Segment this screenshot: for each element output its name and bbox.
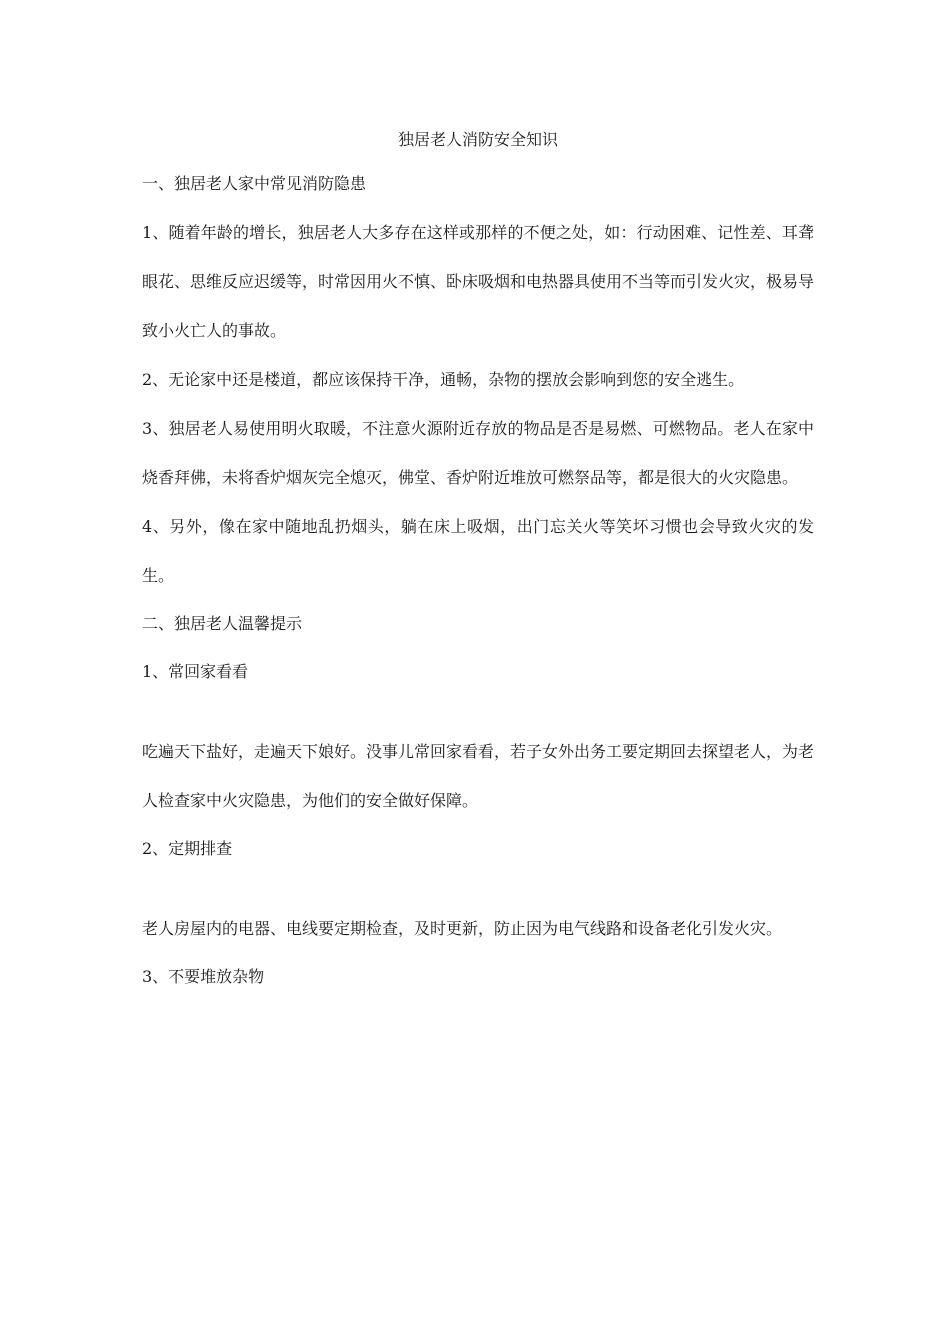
hazard-paragraph-2: 2、无论家中还是楼道，都应该保持干净，通畅，杂物的摆放会影响到您的安全逃生。 bbox=[142, 370, 745, 389]
document-body bbox=[142, 128, 814, 1013]
tip-title-2: 2、定期排查 bbox=[142, 839, 233, 858]
hazard-paragraph-4: 4、另外，像在家中随地乱扔烟头，躺在床上吸烟，出门忘关火等笑坏习惯也会导致火灾的发生。 bbox=[142, 517, 814, 585]
tip-body-1: 吃遍天下盐好，走遍天下娘好。没事儿常回家看看，若子女外出务工要定期回去探望老人，为老人检查家中火灾隐患，为他们的安全做好保障。 bbox=[142, 742, 815, 810]
section-heading-hazards: 一、独居老人家中常见消防隐患 bbox=[142, 174, 367, 193]
hazard-paragraph-1: 1、随着年龄的增长，独居老人大多存在这样或那样的不便之处，如：行动困难、记性差、耳聋眼花、思维反应迟缓等，时常因用火不慎、卧床吸烟和电热器具使用不当等而引发火灾，极易导致小火亡人的事故。 bbox=[142, 223, 815, 340]
document-title: 独居老人消防安全知识 bbox=[397, 130, 558, 149]
tip-body-2: 老人房屋内的电器、电线要定期检查，及时更新，防止因为电气线路和设备老化引发火灾。 bbox=[142, 919, 783, 938]
hazard-paragraph-3: 3、独居老人易使用明火取暖，不注意火源附近存放的物品是否是易燃、可燃物品。老人在家中烧香拜佛，未将香炉烟灰完全熄灭，佛堂、香炉附近堆放可燃祭品等，都是很大的火灾隐患。 bbox=[142, 419, 814, 487]
tip-title-1: 1、常回家看看 bbox=[142, 662, 249, 681]
tip-title-3: 3、不要堆放杂物 bbox=[142, 967, 265, 986]
section-heading-tips: 二、独居老人温馨提示 bbox=[142, 614, 303, 633]
